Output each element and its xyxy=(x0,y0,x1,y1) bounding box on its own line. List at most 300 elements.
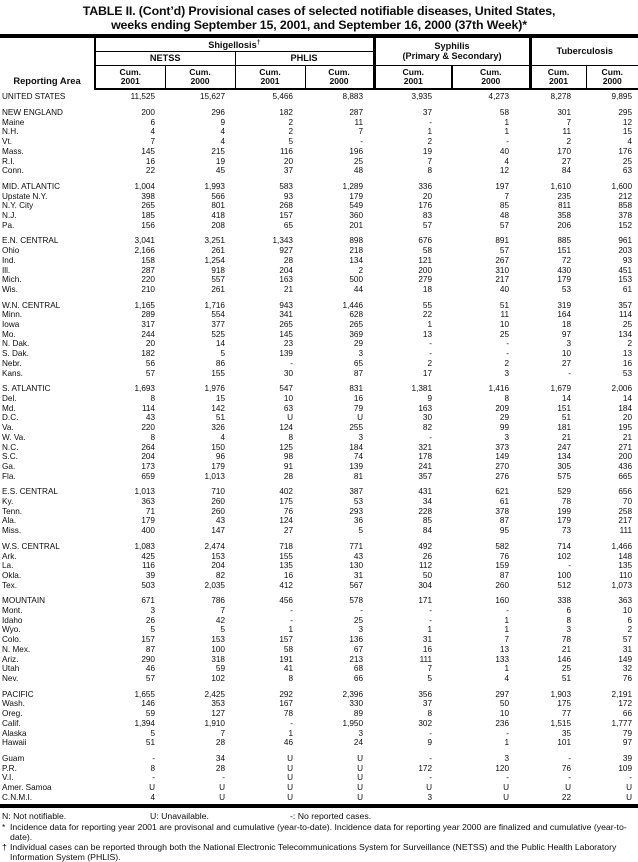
value-cell: 142 xyxy=(211,403,225,413)
reporting-area-cell: D.C. xyxy=(2,413,19,423)
value-cell: 260 xyxy=(211,497,225,507)
value-cell: 55 xyxy=(422,300,433,310)
value-cell: 8 xyxy=(150,432,155,442)
value-cell: 48 xyxy=(499,211,510,221)
value-cell: 16 xyxy=(622,358,633,368)
reporting-area-cell: Colo. xyxy=(2,635,22,645)
reporting-area-cell: Wash. xyxy=(2,699,25,709)
value-cell: 200 xyxy=(618,452,633,462)
value-cell: 98 xyxy=(283,452,293,462)
value-cell: 160 xyxy=(495,596,510,606)
value-cell: 116 xyxy=(279,146,293,156)
value-cell: U xyxy=(287,753,293,763)
value-cell: 21 xyxy=(561,644,572,654)
value-cell: 51 xyxy=(561,673,572,683)
table-row xyxy=(0,320,638,330)
table-row xyxy=(0,674,638,684)
value-cell: 209 xyxy=(495,403,510,413)
reporting-area-cell: S. Dak. xyxy=(2,349,29,359)
value-cell: 656 xyxy=(618,487,633,497)
value-cell: 57 xyxy=(145,673,155,683)
value-cell: 831 xyxy=(349,384,364,394)
value-cell: - xyxy=(429,773,433,783)
value-cell: 1,610 xyxy=(550,181,572,191)
reporting-area-cell: Hawaii xyxy=(2,738,27,748)
value-cell: 139 xyxy=(349,461,364,471)
reporting-area-cell: S.C. xyxy=(2,452,18,462)
value-cell: 363 xyxy=(618,596,633,606)
value-cell: 37 xyxy=(422,108,433,118)
reporting-area-header: Reporting Area xyxy=(0,36,95,89)
value-cell: 436 xyxy=(618,461,633,471)
value-cell: 1,083 xyxy=(134,541,155,551)
value-cell: 2,474 xyxy=(204,541,225,551)
value-cell: 1,289 xyxy=(342,181,364,191)
value-cell: 175 xyxy=(557,699,572,709)
table-row xyxy=(0,423,638,433)
value-cell: 4 xyxy=(220,432,225,442)
value-cell: 4,273 xyxy=(488,92,510,102)
reporting-area-cell: Nev. xyxy=(2,673,19,683)
value-cell: 97 xyxy=(622,738,633,748)
table-row xyxy=(0,339,638,349)
value-cell: 84 xyxy=(561,166,572,176)
value-cell: 114 xyxy=(141,403,155,413)
value-cell: 146 xyxy=(557,654,572,664)
value-cell: 153 xyxy=(618,275,633,285)
value-cell: 2 xyxy=(427,358,433,368)
table-row xyxy=(0,616,638,626)
table-row xyxy=(0,590,638,606)
value-cell: 8 xyxy=(427,709,433,719)
table-row xyxy=(0,719,638,729)
table-row xyxy=(0,571,638,581)
value-cell: 97 xyxy=(561,329,572,339)
value-cell: 22 xyxy=(145,166,155,176)
value-cell: 244 xyxy=(141,329,155,339)
value-cell: 121 xyxy=(418,255,433,265)
reporting-area-cell: Alaska xyxy=(2,728,27,738)
cum-label: Cum. xyxy=(547,66,570,77)
value-cell: - xyxy=(506,773,510,783)
value-cell: 3 xyxy=(427,792,433,802)
reporting-area-cell: W.N. CENTRAL xyxy=(2,300,61,310)
value-cell: 236 xyxy=(495,718,510,728)
value-cell: 2,425 xyxy=(204,689,225,699)
value-cell: 32 xyxy=(622,664,633,674)
value-cell: 22 xyxy=(422,310,433,320)
table-row xyxy=(0,655,638,665)
value-cell: 287 xyxy=(141,265,155,275)
value-cell: 265 xyxy=(349,320,364,330)
value-cell: 89 xyxy=(353,709,364,719)
cum-label: Cum. xyxy=(259,66,281,77)
value-cell: 3 xyxy=(566,625,572,635)
value-cell: 57 xyxy=(622,635,633,645)
value-cell: 260 xyxy=(495,580,510,590)
reporting-area-cell: S. ATLANTIC xyxy=(2,384,51,394)
value-cell: 1,679 xyxy=(550,384,572,394)
value-cell: 1,343 xyxy=(272,236,293,246)
reporting-area-cell: MOUNTAIN xyxy=(2,596,46,606)
value-cell: 16 xyxy=(283,570,293,580)
year-label: 2000 xyxy=(190,75,210,86)
table-row xyxy=(0,581,638,591)
table-row xyxy=(0,176,638,192)
value-cell: 39 xyxy=(622,753,633,763)
value-cell: 139 xyxy=(279,349,293,359)
value-cell: 78 xyxy=(561,497,572,507)
value-cell: 149 xyxy=(495,452,510,462)
reporting-area-cell: NEW ENGLAND xyxy=(2,108,63,118)
value-cell: 377 xyxy=(211,320,225,330)
value-cell: 3 xyxy=(358,432,364,442)
value-cell: 400 xyxy=(141,526,155,536)
value-cell: 77 xyxy=(561,709,572,719)
cum-year-header xyxy=(165,65,235,89)
reporting-area-cell: Ark. xyxy=(2,551,17,561)
reporting-area-cell: E.S. CENTRAL xyxy=(2,487,58,497)
value-cell: 25 xyxy=(499,329,510,339)
value-cell: 319 xyxy=(557,300,572,310)
table-row xyxy=(0,127,638,137)
value-cell: 3,935 xyxy=(411,92,433,102)
table-row xyxy=(0,699,638,709)
value-cell: 91 xyxy=(283,461,293,471)
value-cell: 425 xyxy=(141,551,155,561)
value-cell: 114 xyxy=(618,310,633,320)
value-cell: 5,466 xyxy=(272,92,293,102)
table-row xyxy=(0,773,638,783)
netss-subheader: NETSS xyxy=(95,51,235,65)
table-row xyxy=(0,211,638,221)
reporting-area-cell: Md. xyxy=(2,403,16,413)
value-cell: 29 xyxy=(353,339,364,349)
value-cell: 172 xyxy=(618,699,633,709)
value-cell: 8 xyxy=(566,615,572,625)
value-cell: 360 xyxy=(349,211,364,221)
value-cell: 317 xyxy=(141,320,155,330)
value-cell: 264 xyxy=(141,442,155,452)
value-cell: 261 xyxy=(211,246,225,256)
value-cell: 61 xyxy=(622,284,633,294)
value-cell: 3,041 xyxy=(134,236,155,246)
value-cell: 287 xyxy=(349,108,364,118)
value-cell: U xyxy=(357,753,364,763)
value-cell: 1 xyxy=(288,625,293,635)
value-cell: 292 xyxy=(279,689,293,699)
value-cell: 296 xyxy=(211,108,225,118)
value-cell: 336 xyxy=(418,181,433,191)
value-cell: 40 xyxy=(499,146,510,156)
value-cell: 811 xyxy=(557,201,572,211)
value-cell: 50 xyxy=(499,699,510,709)
value-cell: 25 xyxy=(622,156,633,166)
value-cell: 27 xyxy=(283,526,293,536)
value-cell: 22 xyxy=(561,792,572,802)
reporting-area-cell: P.R. xyxy=(2,763,17,773)
value-cell: 1,254 xyxy=(204,255,225,265)
table-title-line2: weeks ending September 15, 2001, and September 16, 2000 (37th Week)* xyxy=(111,18,527,32)
value-cell: 11 xyxy=(500,310,510,320)
value-cell: 525 xyxy=(211,329,225,339)
value-cell: 9 xyxy=(427,738,433,748)
value-cell: 7 xyxy=(358,127,364,137)
value-cell: 179 xyxy=(557,516,572,526)
value-cell: 1,993 xyxy=(204,181,225,191)
value-cell: 220 xyxy=(141,275,155,285)
value-cell: 45 xyxy=(215,166,225,176)
value-cell: 3 xyxy=(504,432,510,442)
value-cell: 135 xyxy=(618,561,633,571)
footnote-dagger-text: Individual cases can be reported through both the National Electronic Telecommunications System for Surveillance (NETSS) and the Public Health Laboratory Information System (PHLIS). xyxy=(10,842,617,862)
value-cell: - xyxy=(360,137,364,147)
value-cell: 2 xyxy=(288,117,293,127)
value-cell: U xyxy=(426,783,433,793)
value-cell: 204 xyxy=(211,561,225,571)
value-cell: 153 xyxy=(211,635,225,645)
value-cell: 58 xyxy=(499,108,510,118)
value-cell: 858 xyxy=(618,201,633,211)
value-cell: 1,910 xyxy=(204,718,225,728)
value-cell: 176 xyxy=(618,146,633,156)
value-cell: 179 xyxy=(557,275,572,285)
value-cell: 217 xyxy=(618,516,633,526)
value-cell: 215 xyxy=(211,146,225,156)
legend-line xyxy=(2,811,638,821)
value-cell: 99 xyxy=(499,423,510,433)
value-cell: 1,903 xyxy=(550,689,572,699)
value-cell: U xyxy=(626,783,633,793)
value-cell: 37 xyxy=(283,166,293,176)
value-cell: 4 xyxy=(150,792,155,802)
table-row xyxy=(0,443,638,453)
value-cell: 78 xyxy=(561,635,572,645)
value-cell: 178 xyxy=(418,452,433,462)
value-cell: 302 xyxy=(418,718,433,728)
value-cell: 1 xyxy=(427,127,433,137)
value-cell: 182 xyxy=(279,108,293,118)
value-cell: 197 xyxy=(495,181,510,191)
value-cell: 29 xyxy=(499,413,510,423)
value-cell: 575 xyxy=(557,471,572,481)
table-row xyxy=(0,394,638,404)
reporting-area-cell: V.I. xyxy=(2,773,14,783)
value-cell: 5 xyxy=(358,526,364,536)
value-cell: 1 xyxy=(504,625,510,635)
table-row xyxy=(0,783,638,793)
table-row xyxy=(0,413,638,423)
value-cell: 1,716 xyxy=(204,300,225,310)
value-cell: 1 xyxy=(504,127,510,137)
year-label: 2001 xyxy=(260,75,280,86)
value-cell: 65 xyxy=(283,220,293,230)
reporting-area-cell: Utah xyxy=(2,664,20,674)
value-cell: 549 xyxy=(349,201,364,211)
value-cell: U xyxy=(287,783,293,793)
value-cell: 67 xyxy=(353,644,364,654)
year-label: 2000 xyxy=(602,75,622,86)
value-cell: 102 xyxy=(557,551,572,561)
value-cell: 13 xyxy=(622,349,633,359)
value-cell: 271 xyxy=(618,442,633,452)
table-row xyxy=(0,349,638,359)
reporting-area-cell: Ga. xyxy=(2,461,16,471)
cum-year-header xyxy=(530,65,586,89)
value-cell: U xyxy=(219,792,225,802)
value-cell: 290 xyxy=(141,654,155,664)
legend-unavailable: U: Unavailable. xyxy=(150,811,209,822)
value-cell: 4 xyxy=(627,137,633,147)
value-cell: 5 xyxy=(150,728,155,738)
value-cell: 27 xyxy=(561,358,572,368)
value-cell: 15 xyxy=(622,127,633,137)
reporting-area-cell: Idaho xyxy=(2,615,23,625)
value-cell: 76 xyxy=(283,506,293,516)
reporting-area-cell: Wis. xyxy=(2,284,18,294)
cum-year-header xyxy=(235,65,305,89)
value-cell: 30 xyxy=(283,368,293,378)
value-cell: 57 xyxy=(145,368,155,378)
value-cell: 5 xyxy=(288,137,293,147)
reporting-area-cell: Maine xyxy=(2,117,25,127)
value-cell: 387 xyxy=(349,487,364,497)
value-cell: 210 xyxy=(141,284,155,294)
value-cell: 318 xyxy=(211,654,225,664)
footnotes xyxy=(0,811,638,862)
value-cell: 40 xyxy=(499,284,510,294)
value-cell: 10 xyxy=(561,349,572,359)
shigellosis-label: Shigellosis xyxy=(208,39,257,50)
reporting-area-cell: Tex. xyxy=(2,580,18,590)
value-cell: - xyxy=(429,753,433,763)
value-cell: 2 xyxy=(627,625,633,635)
value-cell: - xyxy=(290,606,293,616)
value-cell: 85 xyxy=(499,201,510,211)
value-cell: 124 xyxy=(279,516,293,526)
value-cell: 2,166 xyxy=(134,246,155,256)
value-cell: - xyxy=(568,773,572,783)
value-cell: 6 xyxy=(566,606,572,616)
value-cell: 10 xyxy=(499,320,510,330)
reporting-area-cell: La. xyxy=(2,561,14,571)
value-cell: 212 xyxy=(618,191,633,201)
value-cell: 184 xyxy=(349,442,364,452)
value-cell: 583 xyxy=(279,181,293,191)
value-cell: 267 xyxy=(495,255,510,265)
value-cell: - xyxy=(506,339,510,349)
cum-label: Cum. xyxy=(402,66,424,77)
syphilis-label: Syphilis xyxy=(434,41,470,52)
value-cell: 53 xyxy=(353,497,364,507)
value-cell: 34 xyxy=(422,497,433,507)
footnote-star xyxy=(2,822,638,842)
value-cell: 196 xyxy=(349,146,364,156)
legend-not-notifiable: N: Not notifiable. xyxy=(2,811,67,822)
value-cell: 72 xyxy=(561,255,572,265)
value-cell: 1,950 xyxy=(342,718,364,728)
reporting-area-cell: Ohio xyxy=(2,246,20,256)
value-cell: 21 xyxy=(622,432,633,442)
value-cell: 3 xyxy=(504,753,510,763)
reporting-area-cell: E.N. CENTRAL xyxy=(2,236,59,246)
value-cell: U xyxy=(149,783,155,793)
value-cell: 4 xyxy=(504,156,510,166)
value-cell: 158 xyxy=(141,255,155,265)
value-cell: 3,251 xyxy=(204,236,225,246)
reporting-area-cell: Ky. xyxy=(2,497,14,507)
value-cell: 1,381 xyxy=(411,384,433,394)
value-cell: 63 xyxy=(622,166,633,176)
value-cell: 8 xyxy=(504,394,510,403)
value-cell: - xyxy=(506,137,510,147)
value-cell: 59 xyxy=(145,709,155,719)
value-cell: 10 xyxy=(283,394,293,403)
reporting-area-cell: Pa. xyxy=(2,220,15,230)
value-cell: 10 xyxy=(499,709,510,719)
value-cell: 57 xyxy=(499,246,510,256)
value-cell: 28 xyxy=(283,471,293,481)
reporting-area-cell: PACIFIC xyxy=(2,689,34,699)
reporting-area-cell: Oreg. xyxy=(2,709,23,719)
value-cell: 8,883 xyxy=(342,92,364,102)
value-cell: 671 xyxy=(141,596,155,606)
value-cell: 8 xyxy=(150,394,155,403)
value-cell: - xyxy=(429,117,433,127)
value-cell: 304 xyxy=(418,580,433,590)
value-cell: 512 xyxy=(557,580,572,590)
value-cell: 27 xyxy=(561,156,572,166)
phlis-subheader: PHLIS xyxy=(235,51,374,65)
value-cell: U xyxy=(626,792,633,802)
value-cell: 14 xyxy=(215,339,225,349)
table-row xyxy=(0,275,638,285)
value-cell: 1,515 xyxy=(550,718,572,728)
value-cell: 12 xyxy=(499,166,510,176)
table-title-line1: TABLE II. (Cont’d) Provisional cases of selected notifiable diseases, United States, xyxy=(82,4,556,18)
value-cell: 289 xyxy=(141,310,155,320)
reporting-area-cell: Ind. xyxy=(2,255,16,265)
value-cell: 7 xyxy=(504,635,510,645)
value-cell: 412 xyxy=(279,580,293,590)
value-cell: 93 xyxy=(283,191,293,201)
value-cell: 1,394 xyxy=(134,718,155,728)
value-cell: 338 xyxy=(557,596,572,606)
value-cell: 270 xyxy=(495,461,510,471)
value-cell: 918 xyxy=(211,265,225,275)
value-cell: 56 xyxy=(145,358,155,368)
value-cell: 676 xyxy=(418,236,433,246)
value-cell: 124 xyxy=(279,423,293,433)
value-cell: 87 xyxy=(499,570,510,580)
value-cell: 31 xyxy=(422,635,433,645)
table-row xyxy=(0,452,638,462)
year-label: 2000 xyxy=(481,75,501,86)
cum-label: Cum. xyxy=(601,66,623,77)
table-row xyxy=(0,246,638,256)
value-cell: 310 xyxy=(495,265,510,275)
value-cell: 87 xyxy=(145,644,155,654)
value-cell: 204 xyxy=(279,265,293,275)
table-row xyxy=(0,369,638,379)
value-cell: 547 xyxy=(279,384,293,394)
reporting-area-cell: Nebr. xyxy=(2,358,22,368)
value-cell: 19 xyxy=(215,156,225,166)
value-cell: 8 xyxy=(427,166,433,176)
legend-no-reported-cases: -: No reported cases. xyxy=(290,811,372,822)
value-cell: 373 xyxy=(495,442,510,452)
value-cell: 148 xyxy=(618,551,633,561)
